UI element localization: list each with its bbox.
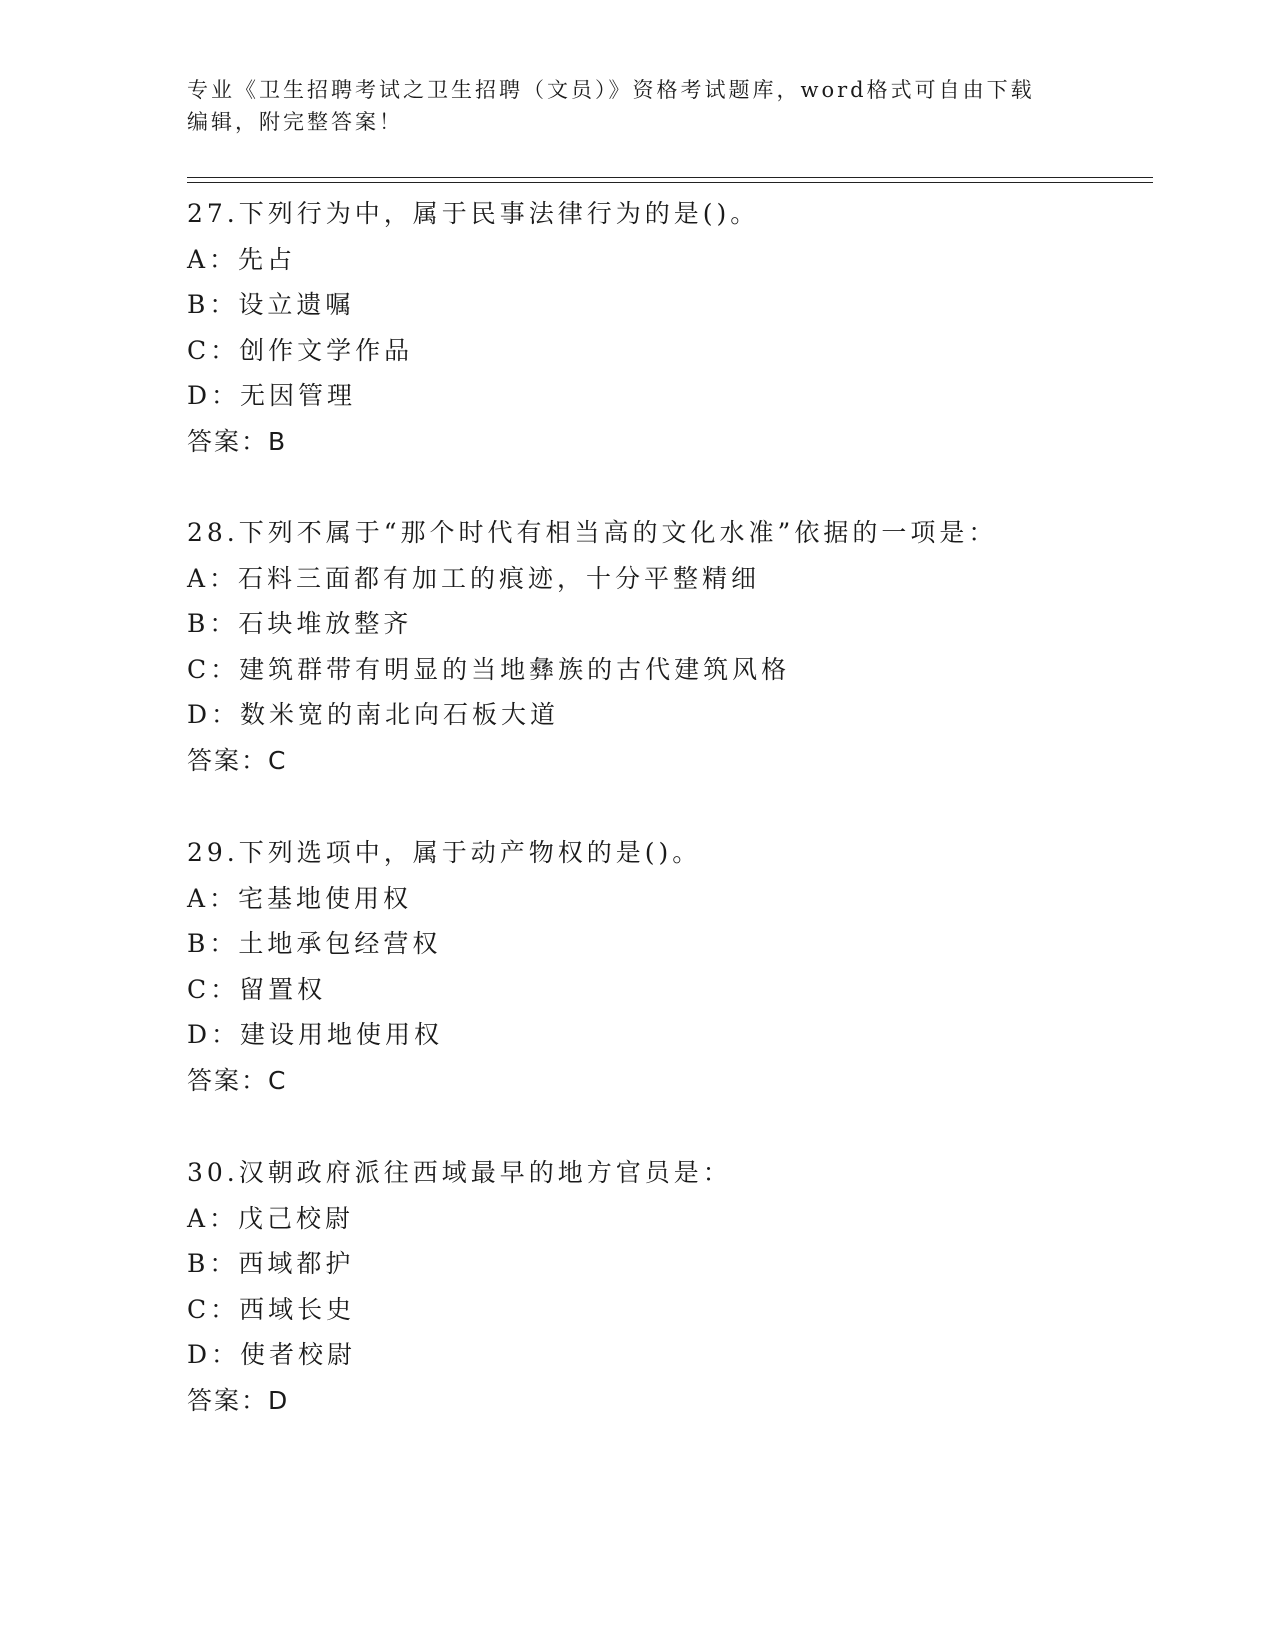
question-stem: 28.下列不属于“那个时代有相当高的文化水准”依据的一项是： (187, 518, 998, 547)
question-stem: 27.下列行为中，属于民事法律行为的是()。 (187, 199, 760, 228)
header-divider-top (187, 177, 1153, 178)
answer-line: 答案：C (187, 1065, 288, 1095)
document-header (187, 74, 1067, 138)
option-c: C：建筑群带有明显的当地彝族的古代建筑风格 (187, 654, 791, 684)
option-a: A：宅基地使用权 (187, 883, 413, 913)
option-d: D：使者校尉 (187, 1340, 357, 1369)
header-divider-bottom (187, 182, 1153, 183)
option-a: A：石料三面都有加工的痕迹，十分平整精细 (187, 563, 761, 593)
option-b: B：石块堆放整齐 (187, 609, 413, 638)
question-29 (187, 830, 1147, 1103)
option-d: D：数米宽的南北向石板大道 (187, 700, 560, 729)
header-line-2: 编辑，附完整答案！ (187, 110, 403, 134)
option-c: C：西域长史 (187, 1294, 356, 1324)
option-a: A：先占 (187, 244, 297, 274)
option-c: C：创作文学作品 (187, 335, 414, 365)
answer-line: 答案：D (187, 1385, 290, 1415)
option-a: A：戊己校尉 (187, 1203, 355, 1233)
question-28 (187, 510, 1147, 783)
answer-line: 答案：B (187, 426, 288, 456)
option-b: B：土地承包经营权 (187, 929, 442, 958)
option-b: B：西域都护 (187, 1249, 355, 1278)
question-27 (187, 191, 1147, 464)
question-stem: 29.下列选项中，属于动产物权的是()。 (187, 838, 702, 867)
option-b: B：设立遗嘱 (187, 290, 355, 319)
question-30 (187, 1150, 1147, 1423)
option-d: D：建设用地使用权 (187, 1020, 444, 1049)
answer-line: 答案：C (187, 745, 288, 775)
option-c: C：留置权 (187, 974, 327, 1004)
header-line-1: 专业《卫生招聘考试之卫生招聘（文员）》资格考试题库，word格式可自由下载 (187, 78, 1035, 102)
question-stem: 30.汉朝政府派往西域最早的地方官员是： (187, 1158, 732, 1187)
option-d: D：无因管理 (187, 381, 357, 410)
